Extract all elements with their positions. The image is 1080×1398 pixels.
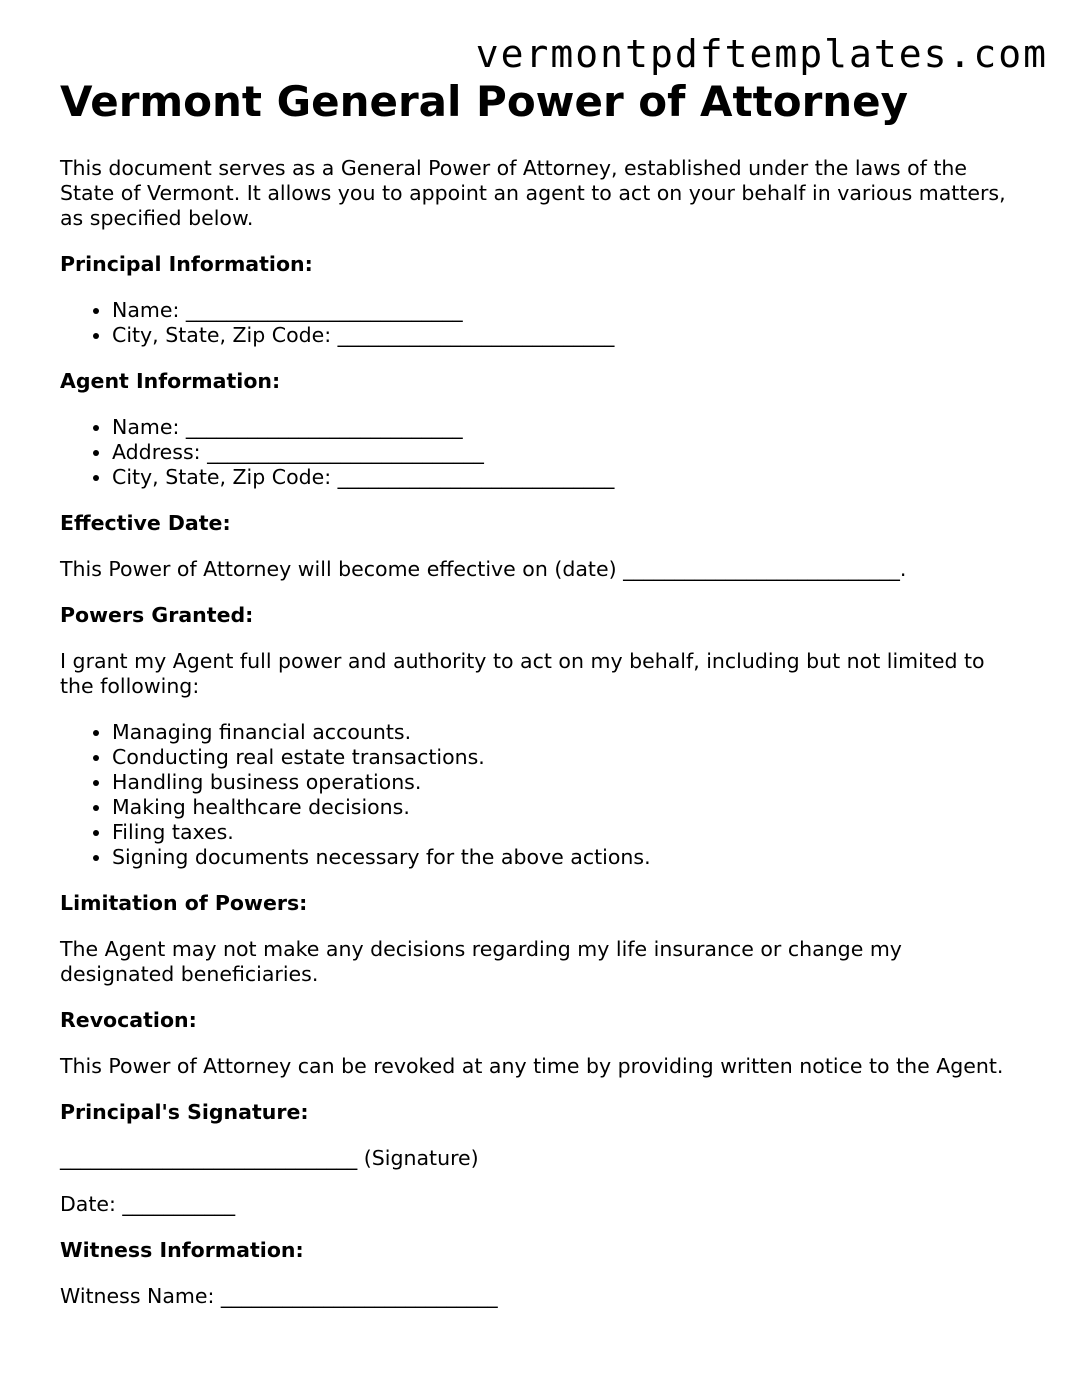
- effective-date-heading: Effective Date:: [60, 511, 231, 535]
- site-watermark: vermontpdftemplates.com: [475, 32, 1048, 76]
- principal-heading: Principal Information:: [60, 252, 313, 276]
- witness-name-field: Witness Name: ___________________________: [60, 1284, 498, 1308]
- document-title: Vermont General Power of Attorney: [60, 77, 909, 126]
- agent-heading: Agent Information:: [60, 369, 281, 393]
- powers-heading: Powers Granted:: [60, 603, 254, 627]
- limitation-heading: Limitation of Powers:: [60, 891, 308, 915]
- principal-name-field: • Name: ___________________________: [112, 298, 1020, 323]
- power-item: • Handling business operations.: [112, 770, 1020, 795]
- effective-date-text: This Power of Attorney will become effective on (date) ___________________________.: [60, 557, 907, 581]
- power-item: • Managing financial accounts.: [112, 720, 1020, 745]
- powers-text: I grant my Agent full power and authority to act on my behalf, including but not limited to the following:: [60, 649, 985, 698]
- intro-paragraph: This document serves as a General Power of Attorney, established under the laws of the State of Vermont. It allows you to appoint an agent to act on your behalf in various matters, as specified below.: [60, 156, 1006, 230]
- power-item: • Filing taxes.: [112, 820, 1020, 845]
- agent-name-field: • Name: ___________________________: [112, 415, 1020, 440]
- limitation-text: The Agent may not make any decisions regarding my life insurance or change my designated beneficiaries.: [60, 937, 902, 986]
- signature-heading: Principal's Signature:: [60, 1100, 309, 1124]
- document-page: [60, 76, 1020, 1309]
- power-item: • Signing documents necessary for the above actions.: [112, 845, 1020, 870]
- revocation-heading: Revocation:: [60, 1008, 197, 1032]
- power-item: • Conducting real estate transactions.: [112, 745, 1020, 770]
- principal-city-field: • City, State, Zip Code: ___________________________: [112, 323, 1020, 348]
- signature-date: Date: ___________: [60, 1192, 236, 1216]
- witness-heading: Witness Information:: [60, 1238, 304, 1262]
- agent-fields: [60, 415, 1020, 490]
- revocation-text: This Power of Attorney can be revoked at any time by providing written notice to the Agent.: [60, 1054, 1004, 1078]
- agent-city-field: • City, State, Zip Code: ___________________________: [112, 465, 1020, 490]
- powers-list: [60, 720, 1020, 870]
- principal-fields: [60, 298, 1020, 348]
- signature-line: _____________________________ (Signature): [60, 1146, 479, 1170]
- agent-address-field: • Address: ___________________________: [112, 440, 1020, 465]
- power-item: • Making healthcare decisions.: [112, 795, 1020, 820]
